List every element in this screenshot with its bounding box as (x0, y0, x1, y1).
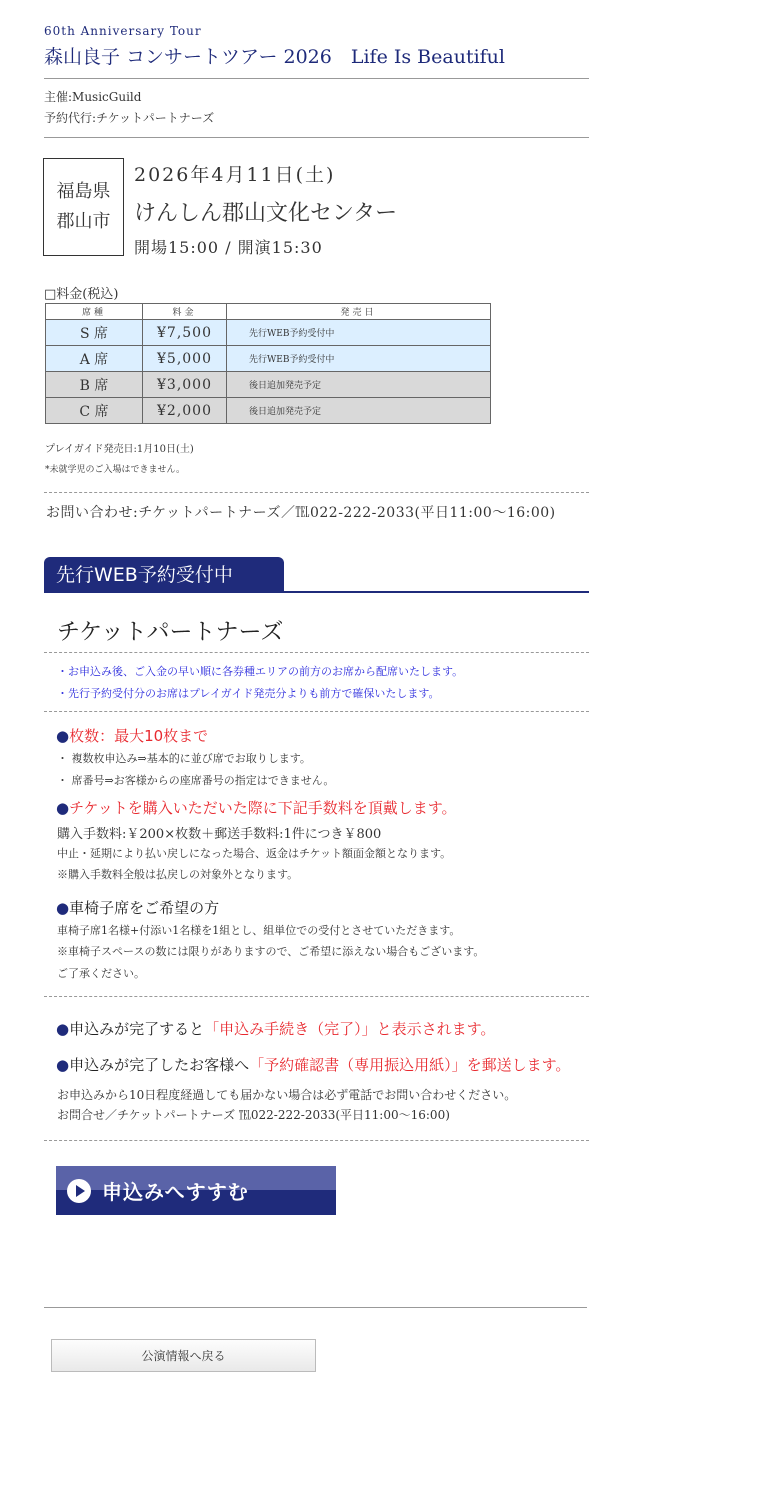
header-seat: 席種 (46, 304, 143, 320)
header-price: 料金 (143, 304, 227, 320)
mail-note: お申込みから10日程度経過しても届かない場合は必ず電話でお問い合わせください。 (57, 1088, 517, 1102)
play-arrow-icon (67, 1179, 91, 1203)
seat-type: B 席 (46, 372, 143, 398)
divider (44, 1140, 589, 1141)
price-label: □料金(税込) (44, 287, 119, 302)
table-row (46, 320, 491, 346)
allocation-note: ・お申込み後、ご入金の早い順に各券種エリアの前方のお席から配席いたします。 (57, 665, 464, 678)
mail-contact: お問合せ／チケットパートナーズ ℡022-222-2033(平日11:00〜16:00) (57, 1108, 450, 1122)
seat-price: ¥7,500 (143, 320, 227, 346)
seat-status: 後日追加発売予定 (227, 398, 491, 424)
seat-price: ¥5,000 (143, 346, 227, 372)
event-date: 2026年4月11日(土) (134, 164, 336, 186)
price-table (45, 303, 491, 424)
divider (44, 711, 589, 712)
seat-status: 後日追加発売予定 (227, 372, 491, 398)
bullet-icon: ● (56, 899, 70, 917)
seat-type: S 席 (46, 320, 143, 346)
agent-text: 予約代行:チケットパートナーズ (44, 111, 215, 125)
prefecture: 福島県 (56, 181, 111, 202)
bullet-icon: ● (56, 1056, 70, 1074)
header-release: 発売日 (227, 304, 491, 320)
mailing-message: ●申込みが完了したお客様へ「予約確認書（専用振込用紙）」を郵送します。 (56, 1056, 571, 1074)
location-box (43, 158, 124, 256)
section-underline (44, 591, 589, 593)
seat-price: ¥2,000 (143, 398, 227, 424)
price-table-header (46, 304, 491, 320)
bullet-icon: ● (56, 1020, 70, 1038)
tour-subtitle: 60th Anniversary Tour (44, 24, 202, 38)
contact-info: お問い合わせ:チケットパートナーズ／℡022-222-2033(平日11:00〜16:00) (46, 505, 556, 521)
seat-type: A 席 (46, 346, 143, 372)
wheelchair-heading: ●車椅子席をご希望の方 (56, 899, 220, 917)
seat-price: ¥3,000 (143, 372, 227, 398)
organizer-text: 主催:MusicGuild (44, 90, 142, 104)
back-to-info-button[interactable]: 公演情報へ戻る (51, 1339, 316, 1372)
ticket-limit-heading: ●枚数：最大10枚まで (56, 727, 209, 745)
apply-button-label: 申込みへすすむ (102, 1180, 249, 1204)
kids-note: *未就学児のご入場はできません。 (45, 465, 186, 475)
list-item: ・ 複数枚申込み⇒基本的に並び席でお取りします。 (57, 752, 311, 765)
list-item: ・ 席番号⇒お客様からの座席番号の指定はできません。 (57, 774, 335, 787)
guide-release-date: プレイガイド発売日:1月10日(土) (45, 444, 194, 455)
divider (44, 996, 589, 997)
seat-status: 先行WEB予約受付中 (227, 346, 491, 372)
event-times: 開場15:00 / 開演15:30 (134, 238, 323, 257)
city: 郡山市 (56, 211, 111, 232)
wheelchair-note: ご了承ください。 (57, 967, 145, 980)
completion-message: ●申込みが完了すると「申込み手続き（完了）」と表示されます。 (56, 1020, 496, 1038)
allocation-note: ・先行予約受付分のお席はプレイガイド発売分よりも前方で確保いたします。 (57, 687, 440, 700)
divider (44, 492, 589, 493)
apply-button[interactable] (56, 1166, 336, 1215)
fee-note: ※購入手数料全般は払戻しの対象外となります。 (57, 868, 299, 881)
bullet-icon: ● (56, 799, 70, 817)
divider (44, 652, 589, 653)
seat-status: 先行WEB予約受付中 (227, 320, 491, 346)
venue-name: けんしん郡山文化センター (134, 201, 398, 226)
company-title: チケットパートナーズ (57, 619, 284, 645)
fee-heading: ●チケットを購入いただいた際に下記手数料を頂戴します。 (56, 799, 457, 817)
page-title: 森山良子 コンサートツアー 2026 Life Is Beautiful (44, 46, 505, 68)
table-row (46, 346, 491, 372)
fee-line: 購入手数料:￥200×枚数＋郵送手数料:1件につき￥800 (57, 827, 382, 842)
seat-type: C 席 (46, 398, 143, 424)
wheelchair-note: ※車椅子スペースの数には限りがありますので、ご希望に添えない場合もございます。 (57, 945, 485, 958)
divider (44, 78, 589, 79)
table-row (46, 372, 491, 398)
divider (44, 137, 589, 138)
wheelchair-note: 車椅子席1名様+付添い1名様を1組とし、組単位での受付とさせていただきます。 (57, 924, 461, 937)
divider (44, 1307, 587, 1308)
fee-note: 中止・延期により払い戻しになった場合、返金はチケット額面金額となります。 (57, 847, 452, 860)
web-reservation-tab: 先行WEB予約受付中 (44, 557, 284, 592)
table-row (46, 398, 491, 424)
bullet-icon: ● (56, 727, 70, 745)
